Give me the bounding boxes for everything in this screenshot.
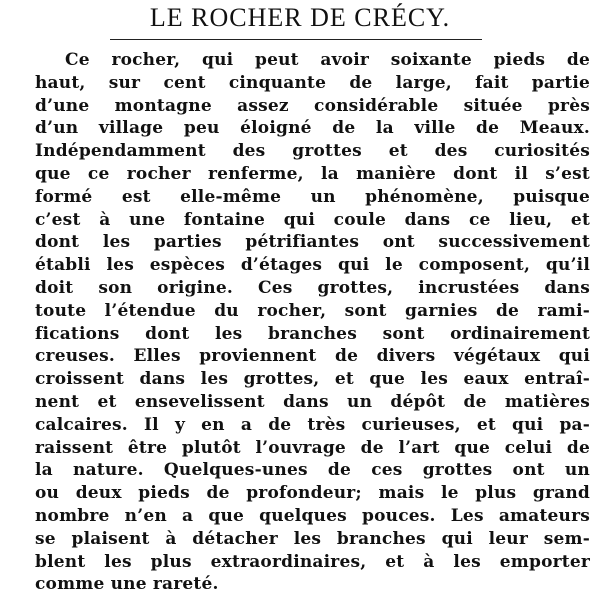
text-line: toute l’étendue du rocher, sont garnies de rami- xyxy=(35,300,590,321)
title-rule xyxy=(110,39,482,40)
text-line: haut, sur cent cinquante de large, fait partie xyxy=(35,72,590,93)
text-line: que ce rocher renferme, la manière dont il s’est xyxy=(35,163,590,184)
text-line: ou deux pieds de profondeur; mais le plus grand xyxy=(35,483,590,504)
text-line: nent et ensevelissent dans un dépôt de matières xyxy=(35,391,590,412)
text-line: creuses. Elles proviennent de divers végétaux qui xyxy=(35,346,590,367)
text-line: se plaisent à détacher les branches qui leur sem- xyxy=(35,528,590,549)
text-line: croissent dans les grottes, et que les eaux entraî- xyxy=(35,369,590,390)
text-line: établi les espèces d’étages qui le composent, qu’il xyxy=(35,255,590,276)
text-body xyxy=(35,49,590,596)
page-title: LE ROCHER DE CRÉCY. xyxy=(149,3,451,32)
text-line: la nature. Quelques-unes de ces grottes ont un xyxy=(35,460,590,481)
text-line: comme une rareté. xyxy=(35,574,219,595)
text-line: Ce rocher, qui peut avoir soixante pieds de xyxy=(65,50,590,70)
text-line: doit son origine. Ces grottes, incrustées dans xyxy=(35,277,590,298)
text-line: c’est à une fontaine qui coule dans ce lieu, et xyxy=(35,209,590,230)
text-line: raissent être plutôt l’ouvrage de l’art que celui de xyxy=(35,437,590,458)
text-line: formé est elle-même un phénomène, puisque xyxy=(35,186,590,207)
text-line: dont les parties pétrifiantes ont successivement xyxy=(35,232,590,253)
text-line: calcaires. Il y en a de très curieuses, et qui pa- xyxy=(35,414,590,435)
text-line: fications dont les branches sont ordinairement xyxy=(35,323,590,344)
text-line: Indépendamment des grottes et des curiosités xyxy=(35,141,590,162)
text-line: d’un village peu éloigné de la ville de Meaux. xyxy=(35,118,590,139)
text-line: d’une montagne assez considérable située près xyxy=(35,95,590,116)
text-line: nombre n’en a que quelques pouces. Les amateurs xyxy=(35,505,590,526)
text-line: blent les plus extraordinaires, et à les emporter xyxy=(35,551,590,572)
